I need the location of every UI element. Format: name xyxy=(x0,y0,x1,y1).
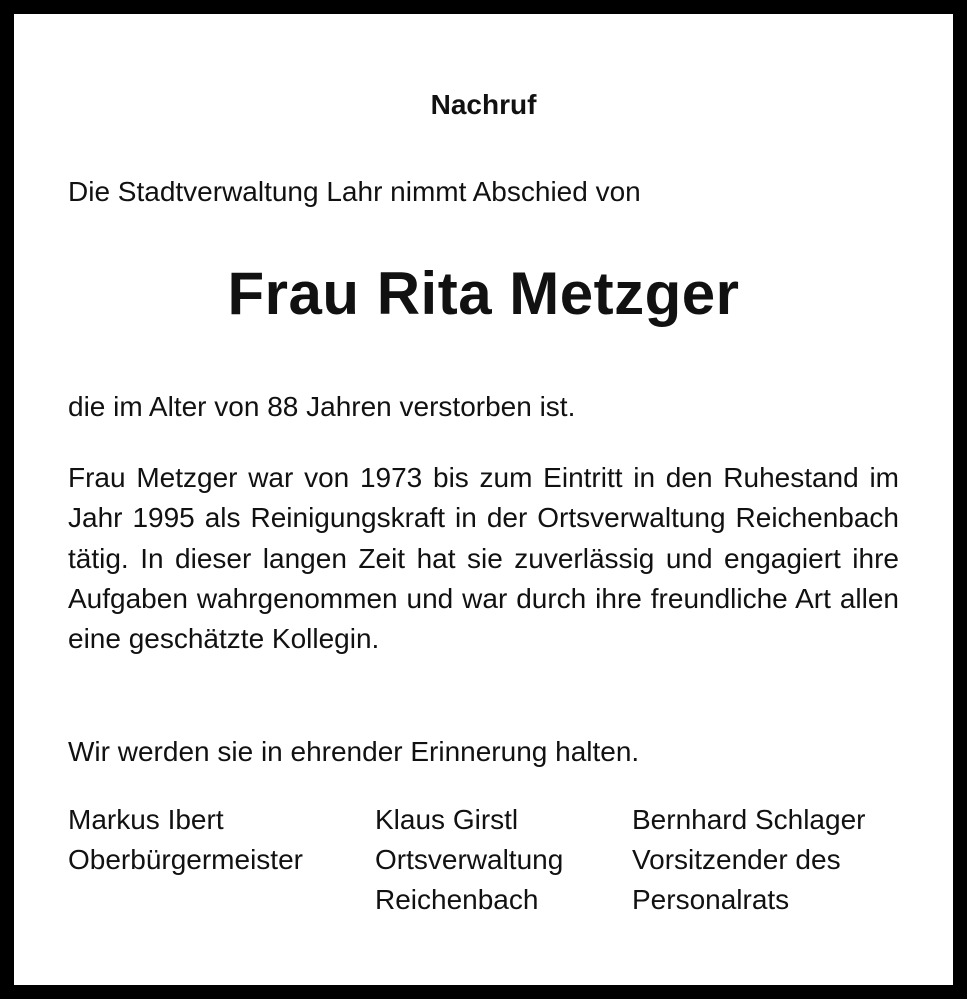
signatory-title-line2: Personalrats xyxy=(632,884,790,915)
signatory-name: Klaus Girstl xyxy=(375,804,519,835)
signatory-title: Vorsitzender des xyxy=(632,844,841,875)
signatory-2 xyxy=(375,800,563,920)
signatory-title-line2: Reichenbach xyxy=(375,884,539,915)
deceased-name: Frau Rita Metzger xyxy=(227,260,740,327)
body-paragraph: Frau Metzger war von 1973 bis zum Eintritt in den Ruhestand im Jahr 1995 als Reinigungskraft in der Ortsverwaltung Reichenbach tätig. In dieser langen Zeit hat sie zuverlässig und engagiert ihre Aufgaben wahrgenommen und war durch ihre freundliche Art allen eine geschätzte Kollegin. xyxy=(68,462,899,655)
age-line: die im Alter von 88 Jahren verstorben ist. xyxy=(68,391,576,422)
signatory-name: Markus Ibert xyxy=(68,804,224,835)
signatory-1 xyxy=(68,800,303,880)
signatory-name: Bernhard Schlager xyxy=(632,804,866,835)
closing-line: Wir werden sie in ehrender Erinnerung halten. xyxy=(68,736,640,767)
signatory-title: Oberbürgermeister xyxy=(68,844,303,875)
signatory-3 xyxy=(632,800,865,920)
notice-heading: Nachruf xyxy=(430,89,537,120)
intro-line: Die Stadtverwaltung Lahr nimmt Abschied von xyxy=(68,176,641,207)
signatory-title: Ortsverwaltung xyxy=(375,844,564,875)
